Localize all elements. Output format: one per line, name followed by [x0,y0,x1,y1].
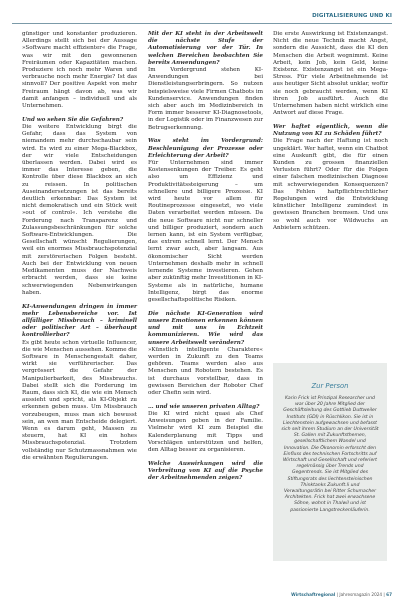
profile-infobox [273,363,387,561]
interview-answer: Es gibt heute schon virtuelle Influencer, die wie Menschen aussehen. Komme die Software in Menschengestalt daher, wirkt sie verführerischer. Das vergrössert die Gefahr der Manipulierbarkeit, des Missbrauchs. Dabei stellt sich die Forderung im Raum, dass sich KI, die wie ein Mensch aussieht und spricht, als KI-Objekt zu erkennen geben muss. Um Missbrauch vorzubeugen, muss man sich bewusst sein, an wen man Entscheide delegiert. Wenn es darum geht, Massen zu steuern, hat KI ein hohes Missbrauchspotenzial. Trotzdem vollständig nur Schutzmassnahmen wie die erwähnten Regulierungen. [22,339,137,461]
text-column-1 [22,31,137,469]
interview-question: KI-Anwendungen dringen in immer mehr Lebensbereiche vor. Ist allfälliger Missbrauch – kriminell oder politischer Art – überhaupt kontrollierbar? [22,303,137,339]
interview-answer: Die KI wird nicht quasi als Chef Anweisungen geben in der Familie. Vielmehr wird KI zum Beispiel die Kalenderplanung mit Tipps und Vorschlägen unterstützen und helfen, den Alltag besser zu organisieren. [148,410,263,453]
section-label: DIGITALISIERUNG UND KI [312,13,392,19]
page-number: 67 [386,592,392,597]
interview-question: Was steht im Vordergrund: Beschleunigung der Prozesse oder Erleichterung der Arbeit? [148,138,263,159]
interview-question: Die nächste KI-Generation wird unsere Emotionen erkennen können und mit uns in Echtzeit kommunizieren. Wie wird das unsere Arbeitswelt verändern? [148,310,263,346]
paragraph: Die erste Auswirkung ist Existenzangst. Nicht die neue Technik macht Angst, sondern die Aussicht, dass die KI den Menschen die Arbeit wegnimmt. Keine Arbeit, kein Job, kein Geld, keine Existenz. Existenzangst ist ein Mega-Stress. Für viele Arbeitnehmende ist aus heutiger Sicht absolut unklar, wofür sie noch gebraucht werden, wenn KI ihren Job ausführt. Auch die Unternehmen haben nicht wirklich eine Antwort auf diese Frage. [273,31,388,117]
infobox-title: Zur Person [311,382,349,390]
page-header [0,12,404,26]
infobox-body: Karin Frick ist Prinzipal Researcher und war über 20 Jahre Mitglied der Geschäftsleitung des Gottlieb Duttweiler Instituts (GDI) in Rüschlikon. Sie ist in Liechtenstein aufgewachsen und befasst sich seit ihrem Studium an der Universität St. Gallen mit Zukunftsthemen, gesellschaftlichem Wandel und Innovation. Die Ökonomin erforscht den Einfluss des technischen Fortschritts auf Wirtschaft und Gesellschaft und referiert regelmässig über Trends und Gegentrends. Sie ist Mitglied des Stiftungsrats des liechtensteinischen Thinktanks Zukunft.li und Verwaltungsrätin bei Ritter Schumacher Architekten. Frick hat zwei erwachsene Söhne, wohnt in Thalwil und ist passionierte Langstreckenläuferin. [281,396,379,513]
text-column-3 [273,31,388,239]
issue-name: Jahresmagazin 2024 [339,592,383,597]
interview-question: Mit der KI steht in der Arbeitswelt die nächste Stufe der Automatisierung vor der Tür. In welchen Bereichen beobachten Sie bereits Anwendungen? [148,31,263,66]
text-column-2 [148,31,263,482]
interview-answer: Im Vordergrund stehen KI-Anwendungen bei Dienstleistungserbringern. So nutzen beispielsweise viele Firmen Chatbots im Kundenservice. Anwendungen finden sich aber auch im Medizinbereich in Form immer besserer KI-Diagnosetools, in der Logistik oder im Finanzwesen zur Betrugserkennung. [148,67,263,131]
interview-answer: Die Frage nach der Haftung ist noch ungeklärt. Wer haftet, wenn ein Chatbot eine Auskunft gibt, die für einen Kunden zu grossen finanziellen Verlusten führt? Oder für die Folgen einer falschen medizinischen Diagnose mit schwerwiegenden Konsequenzen? Das Fehlen haftpflichtrechtlicher Regelungen wird die Entwicklung künstlicher Intelligenz zumindest in gewissen Branchen bremsen. Und uns so wohl auch vor Wildwuchs an Anbietern schützen. [273,138,388,231]
publication-name: Wirtschaftregional [291,592,336,597]
interview-question: Und wo sehen Sie die Gefahren? [22,116,124,123]
paragraph: günstiger und konstanter produzieren. Allerdings stellt sich bei der Aussage »Software macht effizienter« die Frage, was wir mit den gewonnenen Freiräumen oder Kapazitäten machen. Produziere ich noch mehr Waren und verbrauche noch mehr Energie? Ist das sinnvoll? Der positive Aspekt von mehr Freiraum hängt davon ab, was wir damit anfangen – individuell und als Unternehmen. [22,31,137,110]
interview-question: Welche Auswirkungen wird die Verbreitung von KI auf die Psyche der Arbeitnehmenden zeigen? [148,460,263,482]
interview-question: Wer haftet eigentlich, wenn die Nutzung von KI zu Schäden führt? [273,124,388,138]
header-rule [12,23,392,24]
footer-separator: | [336,592,340,597]
interview-answer: Für Unternehmen sind immer Kostensenkungen der Treiber. Es geht also um Effizienz und Produktivitätssteigerung – um schnellere und billigere Prozesse. KI wird heute vor allem für Routineprozesse eingesetzt, wo viele Daten verarbeitet werden müssen. Da die neue Software nicht nur schneller und billiger produziert, sondern auch lernen kann, ist ein System verfügbar, das extrem schnell lernt. Der Mensch lernt zwar auch, aber langsam. Aus ökonomischer Sicht werden Unternehmen deshalb mehr in schnell lernende Systeme investieren. Gehen aber zukünftig mehr Investitionen in KI-Systeme als in natürliche, humane Intelligenz, birgt das enorme gesellschaftspolitische Risiken. [148,160,263,303]
footer-separator: | [383,592,387,597]
interview-answer: Die weitere Entwicklung birgt die Gefahr, dass das System von niemandem mehr durchschaubar sein wird. Es wird zu einer Mega-Blackbox, der wir viele Entscheidungen überlassen werden. Dabei wird es immer das Interesse geben, die Kontrolle über diese Blackbox an sich zu reissen. In politischen Auseinandersetzungen ist das bereits deutlich erkennbar. Das System ist nicht demokratisch und ein Stück weit »out of control«. Ich verstehe die Forderung nach Transparenz und Zulassungsbeschränkungen für solche Software-Entwicklungen. Die Gesellschaft wünscht Regulierungen, weil ein enormes Missbrauchspotenzial mit zerstörerischen Folgen besteht. Auch bei der Entwicklung von neuen Medikamenten muss der Nachweis erbracht werden, dass sie keine schwerwiegenden Nebenwirkungen haben. [22,124,137,296]
interview-question: … und wie unseren privaten Alltag? [148,403,260,410]
interview-answer: »Künstlich intelligente Charaktere« werden in Zukunft zu den Teams gehören. Teams werden also aus Menschen und Robotern bestehen. Es ist durchaus vorstellbar, dass in gewissen Bereichen der Roboter Chef oder Chefin sein wird. [148,346,263,396]
page-footer [291,592,392,597]
